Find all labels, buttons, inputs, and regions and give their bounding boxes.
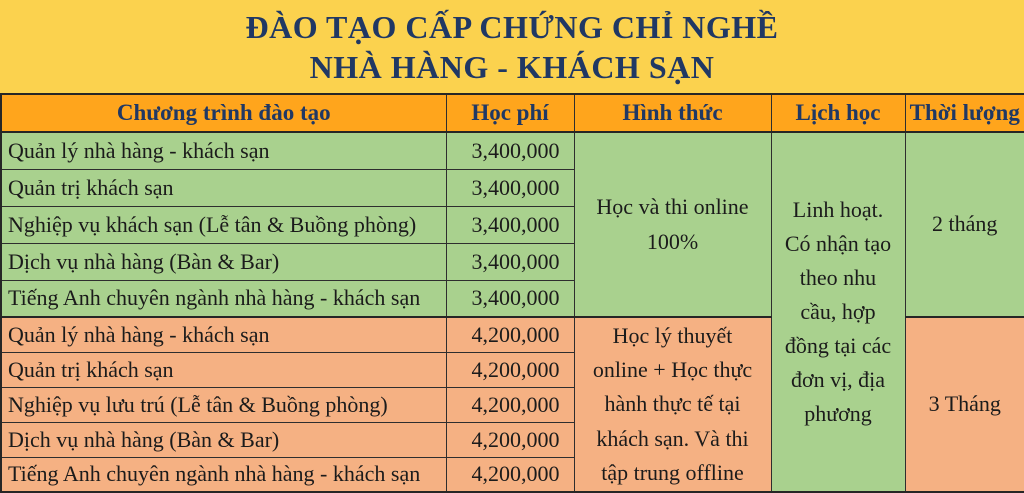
fee-cell: 4,200,000 [446, 422, 574, 457]
schedule-cell: Linh hoạt. Có nhận tạo theo nhu cầu, hợp đồng tại các đơn vị, địa phương [771, 132, 905, 492]
program-cell: Dịch vụ nhà hàng (Bàn & Bar) [1, 422, 446, 457]
course-row [1, 132, 1024, 169]
fee-cell: 3,400,000 [446, 206, 574, 243]
fee-cell: 4,200,000 [446, 387, 574, 422]
table-header-row [1, 94, 1024, 132]
fee-cell: 3,400,000 [446, 243, 574, 280]
title-line-1: ĐÀO TẠO CẤP CHỨNG CHỈ NGHỀ [245, 8, 779, 45]
header-format: Hình thức [574, 94, 771, 132]
program-cell: Tiếng Anh chuyên ngành nhà hàng - khách sạn [1, 457, 446, 492]
format-cell-group2: Học lý thuyết online + Học thực hành thực tế tại khách sạn. Và thi tập trung offline [574, 317, 771, 492]
program-cell: Quản trị khách sạn [1, 352, 446, 387]
title-line-2: NHÀ HÀNG - KHÁCH SẠN [309, 48, 715, 85]
header-schedule: Lịch học [771, 94, 905, 132]
program-cell: Quản lý nhà hàng - khách sạn [1, 132, 446, 169]
fee-cell: 3,400,000 [446, 280, 574, 317]
program-cell: Quản lý nhà hàng - khách sạn [1, 317, 446, 352]
program-cell: Nghiệp vụ lưu trú (Lễ tân & Buồng phòng) [1, 387, 446, 422]
header-fee: Học phí [446, 94, 574, 132]
fee-cell: 4,200,000 [446, 317, 574, 352]
program-cell: Nghiệp vụ khách sạn (Lễ tân & Buồng phòng) [1, 206, 446, 243]
fee-cell: 3,400,000 [446, 169, 574, 206]
course-table [0, 93, 1024, 493]
header-program: Chương trình đào tạo [1, 94, 446, 132]
poster-title [0, 0, 1024, 93]
program-cell: Dịch vụ nhà hàng (Bàn & Bar) [1, 243, 446, 280]
fee-cell: 3,400,000 [446, 132, 574, 169]
fee-cell: 4,200,000 [446, 352, 574, 387]
header-duration: Thời lượng [905, 94, 1024, 132]
program-cell: Tiếng Anh chuyên ngành nhà hàng - khách sạn [1, 280, 446, 317]
duration-cell-group2: 3 Tháng [905, 317, 1024, 492]
program-cell: Quản trị khách sạn [1, 169, 446, 206]
duration-cell-group1: 2 tháng [905, 132, 1024, 317]
fee-cell: 4,200,000 [446, 457, 574, 492]
format-cell-group1: Học và thi online 100% [574, 132, 771, 317]
